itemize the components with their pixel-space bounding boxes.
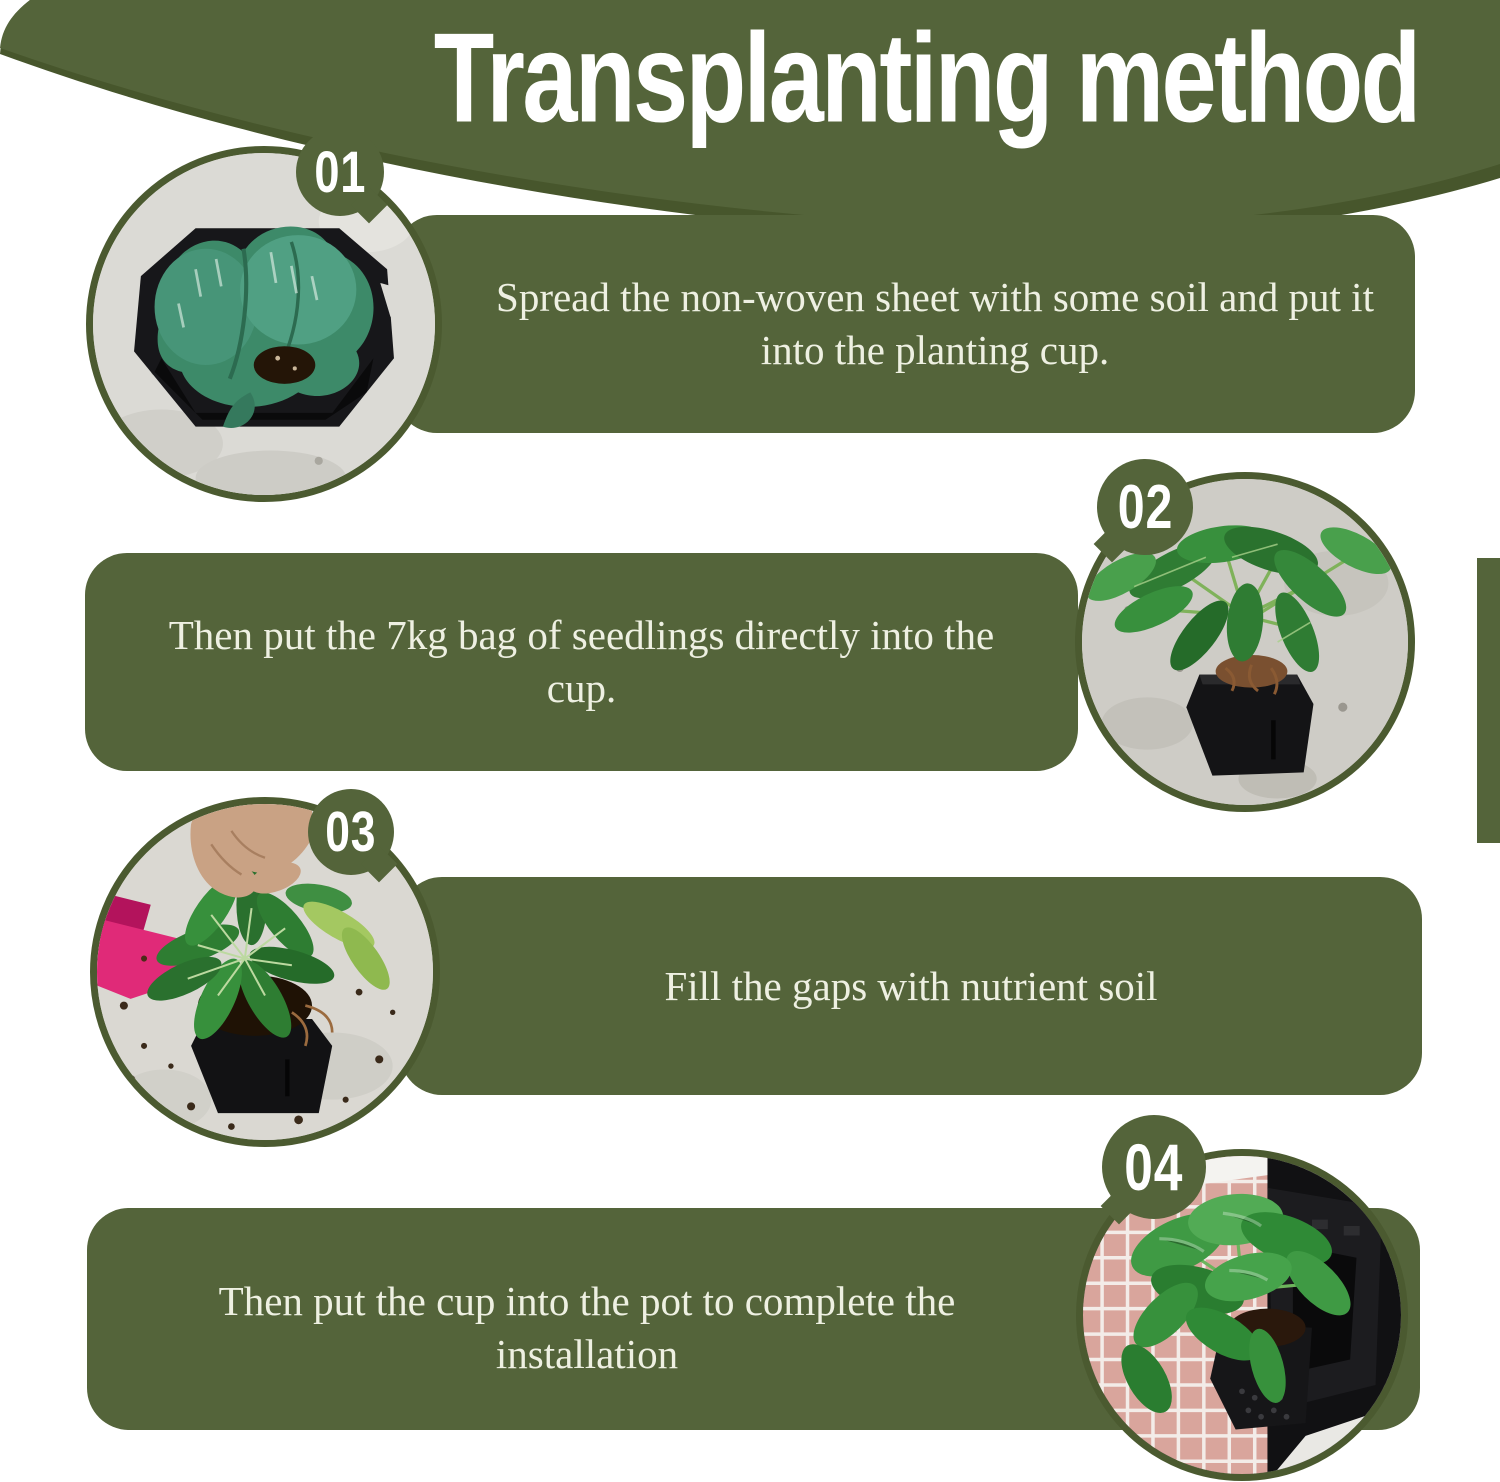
step4-caption: Then put the cup into the pot to complete the installation <box>218 1278 956 1377</box>
page-title <box>340 2 1450 162</box>
step4-number: 04 <box>1124 1130 1184 1204</box>
step1-number: 01 <box>314 139 366 205</box>
step3-number: 03 <box>325 800 377 864</box>
step1-caption-band <box>395 215 1415 433</box>
step1-number-badge <box>296 128 384 216</box>
step2-caption-band <box>85 553 1078 771</box>
step2-number: 02 <box>1117 472 1173 542</box>
step1-photo-non-woven-sheet-in-cup <box>86 146 442 502</box>
step4-number-badge <box>1102 1115 1206 1219</box>
step2-band-right-bleed <box>1477 558 1500 843</box>
step3-number-badge <box>308 789 394 875</box>
step3-caption: Fill the gaps with nutrient soil <box>664 962 1158 1009</box>
step1-caption: Spread the non-woven sheet with some soil and put it into the planting cup. <box>496 274 1374 373</box>
step3-caption-band <box>400 877 1422 1095</box>
page-title-text: Transplanting method <box>433 6 1419 150</box>
step2-caption: Then put the 7kg bag of seedlings directly into the cup. <box>168 612 995 711</box>
step2-number-badge <box>1097 459 1193 555</box>
